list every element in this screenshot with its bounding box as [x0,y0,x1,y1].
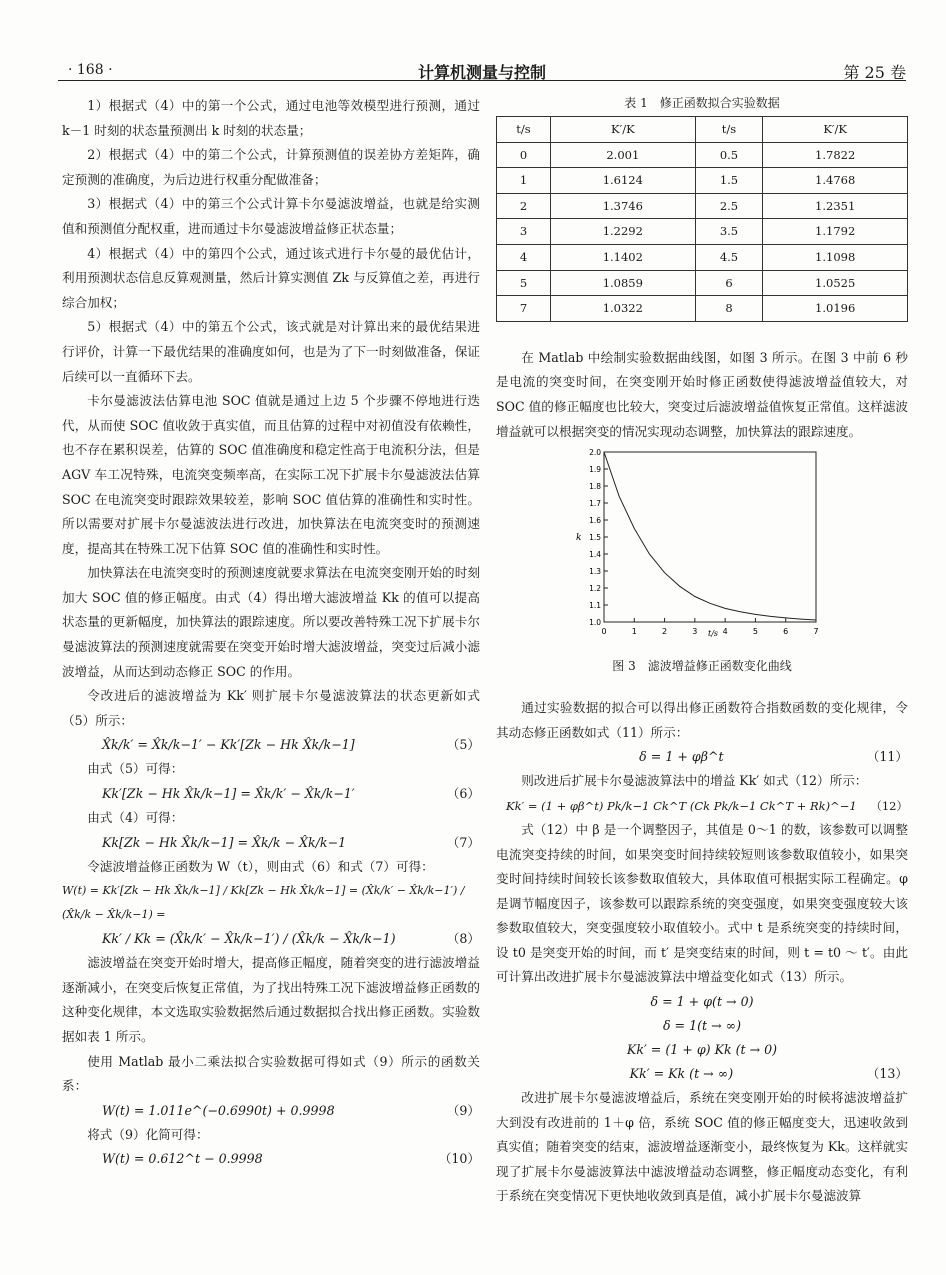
plot-frame [604,452,816,622]
x-tick-label: 5 [752,627,758,637]
equation-11: δ = 1 + φβ^t （11） [639,749,908,765]
paragraph: 由式（4）可得： [87,810,184,826]
y-tick-label: 1.4 [589,550,601,560]
table-cell: 1.1402 [551,244,696,270]
x-tick-label: 6 [783,627,789,637]
table-header-cell: t/s [497,117,551,143]
paragraph: 通过实验数据的拟合可以得出修正函数符合指数函数的变化规律，令其动态修正函数如式（11）所示： [496,700,908,740]
equation-10: W(t) = 0.612^t − 0.9998 （10） [102,1151,480,1167]
x-tick-label: 7 [813,627,819,637]
equation-13d: Kk′ = Kk (t → ∞) （13） [629,1066,908,1082]
paragraph: 令改进后的滤波增益为 Kk′ 则扩展卡尔曼滤波算法的状态更新如式（5）所示： [62,688,480,728]
data-table [496,116,908,322]
table-cell: 1.6124 [551,168,696,194]
table-cell: 1 [497,168,551,194]
paragraph: 改进扩展卡尔曼滤波增益后，系统在突变刚开始的时候将滤波增益扩大到没有改进前的 1＋φ 倍，系统 SOC 值的修正幅度变大，迅速收敛到真实值；随着突变的结束，滤波增益逐渐变小，最终恢复为 Kk。这样就实现了扩展卡尔曼滤波算法中滤波增益动态调整，修正幅度动态变化，有利于系统在突变情况下更快地收敛到真是值，减小扩展卡尔曼滤波算 [496,1090,908,1204]
table-cell: 5 [497,270,551,296]
x-tick-label: 2 [662,627,668,637]
paragraph: 卡尔曼滤波法估算电池 SOC 值就是通过上边 5 个步骤不停地进行迭代，从而使 SOC 值收敛于真实值，而且估算的过程中对初值没有依赖性，也不存在累积误差，估算的 SOC 值准确度和稳定性高于电流积分法，但是 AGV 车工况特殊，电流突变频率高，在实际工况下扩展卡尔曼滤波法估算 SOC 在电流突变时跟踪效果较差，影响 SOC 值估算的准确性和实时性。所以需要对扩展卡尔曼滤波法进行改进，加快算法在电流突变时的预测速度，提高其在特殊工况下估算 SOC 值的准确性和实时性。 [62,393,480,556]
table-cell: 1.0196 [763,296,908,322]
paragraph: 使用 Matlab 最小二乘法拟合实验数据可得如式（9）所示的函数关系： [62,1053,480,1094]
x-tick-label: 4 [722,627,728,637]
equation-13c: Kk′ = (1 + φ) Kk (t → 0) [626,1042,778,1058]
paragraph: 在 Matlab 中绘制实验数据曲线图，如图 3 所示。在图 3 中前 6 秒是电流的突变时间，在突变刚开始时修正函数使得滤波增益值较大，对 SOC 值的修正幅度也比较大，突变过后滤波增益值恢复正常值。这样滤波增益就可以根据突变的情况实现动态调整，加快算法的跟踪速度。 [496,349,908,439]
equation-9: W(t) = 1.011e^(−0.6990t) + 0.9998 （9） [102,1102,480,1118]
y-tick-label: 1.0 [589,618,601,628]
paragraph: 则改进后扩展卡尔曼滤波算法中的增益 Kk′ 如式（12）所示： [521,773,868,789]
table-header-cell: K′/K [763,117,908,143]
table-cell: 1.0322 [551,296,696,322]
running-header [58,0,906,80]
left-column [62,94,480,1171]
table-cell: 1.2351 [763,193,908,219]
header-rule [58,80,906,81]
table-cell: 1.3746 [551,193,696,219]
x-tick-label: 3 [692,627,698,637]
y-tick-label: 1.3 [589,567,601,577]
journal-name: 计算机测量与控制 [417,63,546,82]
table-cell: 8 [695,296,763,322]
equation-13a: δ = 1 + φ(t → 0) [650,994,754,1010]
table-cell: 2 [497,193,551,219]
equation-7: Kk[Zk − Hk X̂k/k−1] = X̂k/k − X̂k/k−1 （7） [102,834,480,850]
step-2: 2）根据式（4）中的第二个公式，计算预测值的误差协方差矩阵，确定预测的准确度，为后边进行权重分配做准备； [62,147,480,187]
y-tick-label: 1.8 [589,482,601,492]
step-5: 5）根据式（4）中的第五个公式，该式就是对计算出来的最优结果进行评价，计算一下最优结果的准确度如何，也是为了下一时刻做准备，保证后续可以一直循环下去。 [62,319,480,384]
series-line [604,452,816,620]
table-cell: 1.1098 [763,244,908,270]
x-tick-label: 0 [601,627,607,637]
paragraph: 令滤波增益修正函数为 W（t），则由式（6）和式（7）可得： [87,858,434,874]
y-axis-label: k [576,533,582,544]
step-4: 4）根据式（4）中的第四个公式，通过该式进行卡尔曼的最优估计，利用预测状态信息反算观测量，然后计算实测值 Zk 与反算值之差，再进行综合加权； [62,245,480,310]
x-tick-label: 1 [631,627,637,637]
table-cell: 1.5 [695,168,763,194]
y-tick-label: 1.9 [589,465,601,475]
y-tick-label: 1.7 [589,499,601,509]
y-tick-label: 1.5 [589,533,601,543]
table-cell: 1.4768 [763,168,908,194]
y-tick-label: 2.0 [589,448,601,458]
right-column [496,94,908,1209]
equation-6: Kk′[Zk − Hk X̂k/k−1] = X̂k/k′ − X̂k/k−1′ （6） [102,786,480,802]
table-cell: 3 [497,219,551,245]
table-cell: 2.001 [551,142,696,168]
equation-5: X̂k/k′ = X̂k/k−1′ − Kk′[Zk − Hk X̂k/k−1] （5） [102,737,480,753]
equation-13b: δ = 1(t → ∞) [662,1018,742,1034]
table-row [497,142,908,168]
step-3: 3）根据式（4）中的第三个公式计算卡尔曼滤波增益，也就是给实测值和预测值分配权重，进而通过卡尔曼滤波增益修正状态量； [62,196,480,236]
table-caption: 表 1 修正函数拟合实验数据 [624,96,780,110]
table-cell: 1.0859 [551,270,696,296]
equation-8-line1: W(t) = Kk′[Zk − Hk X̂k/k−1] / Kk[Zk − Hk X̂k/k−1] = (X̂k/k′ − X̂k/k−1′) / (X̂k/k − X̂k/k−1) = [62,884,465,922]
paragraph: 加快算法在电流突变时的预测速度就要求算法在电流突变刚开始的时刻加大 SOC 值的修正幅度。由式（4）得出增大滤波增益 Kk 的值可以提高状态量的更新幅度，加快算法的跟踪速度。所以要改善特殊工况下扩展卡尔曼滤波算法的预测速度就需要在突变开始时增大滤波增益，突变过后减小滤波增益，从而达到动态修正 SOC 的作用。 [62,565,480,679]
y-tick-label: 1.1 [589,601,601,611]
table-row [497,168,908,194]
table-cell: 4.5 [695,244,763,270]
table-cell: 4 [497,244,551,270]
step-1: 1）根据式（4）中的第一个公式，通过电池等效模型进行预测，通过 k－1 时刻的状态量预测出 k 时刻的状态量； [62,98,480,138]
table-cell: 6 [695,270,763,296]
table-cell: 1.1792 [763,219,908,245]
table-cell: 7 [497,296,551,322]
y-tick-label: 1.6 [589,516,601,526]
figure-3-chart [496,444,908,654]
table-cell: 1.2292 [551,219,696,245]
table-row [497,244,908,270]
table-cell: 1.7822 [763,142,908,168]
table-header-cell: K′/K [551,117,696,143]
table-cell: 0 [497,142,551,168]
y-tick-label: 1.2 [589,584,601,594]
chart-svg [496,444,908,654]
figure-caption: 图 3 滤波增益修正函数变化曲线 [612,659,792,674]
paragraph: 滤波增益在突变开始时增大，提高修正幅度，随着突变的进行滤波增益逐渐减小，在突变后恢复正常值，为了找出特殊工况下滤波增益修正函数的这种变化规律，本文选取实验数据然后通过数据拟合找出修正函数。实验数据如表 1 所示。 [62,955,480,1044]
table-row [497,193,908,219]
table-row [497,296,908,322]
table-cell: 1.0525 [763,270,908,296]
x-axis-label: t/s [708,629,719,639]
paragraph: 将式（9）化简可得： [87,1126,209,1142]
table-cell: 0.5 [695,142,763,168]
paragraph: 式（12）中 β 是一个调整因子，其值是 0～1 的数，该参数可以调整电流突变持续的时间，如果突变时间持续较短则该参数取值较小，如果突变时间持续时间较长该参数取值较大，具体取值可根据实际工程确定。φ 是调节幅度因子，该参数可以跟踪系统的突变强度，如果突变强度较大该参数取值较大，突变强度较小取值较小。式中 t 是系统突变的持续时间，设 t0 是突变开始的时间，而 t′ 是突变结束的时间，则 t = t0 ～ t′。由此可计算出改进扩展卡尔曼滤波算法中增益变化如式（13）所示。 [496,821,908,985]
table-header-cell: t/s [695,117,763,143]
equation-12: Kk′ = (1 + φβ^t) Pk/k−1 Ck^T (Ck Pk/k−1 Ck^T + Rk)^−1 （12） [506,798,908,813]
table-cell: 3.5 [695,219,763,245]
equation-8-line2: Kk′ / Kk = (X̂k/k′ − X̂k/k−1′) / (X̂k/k − X̂k/k−1) （8） [102,931,480,947]
table-cell: 2.5 [695,193,763,219]
table-row [497,219,908,245]
table-row [497,270,908,296]
page-number: · 168 · [68,62,113,78]
volume-label: 第 25 卷 [843,63,906,82]
paragraph: 由式（5）可得： [87,761,184,777]
